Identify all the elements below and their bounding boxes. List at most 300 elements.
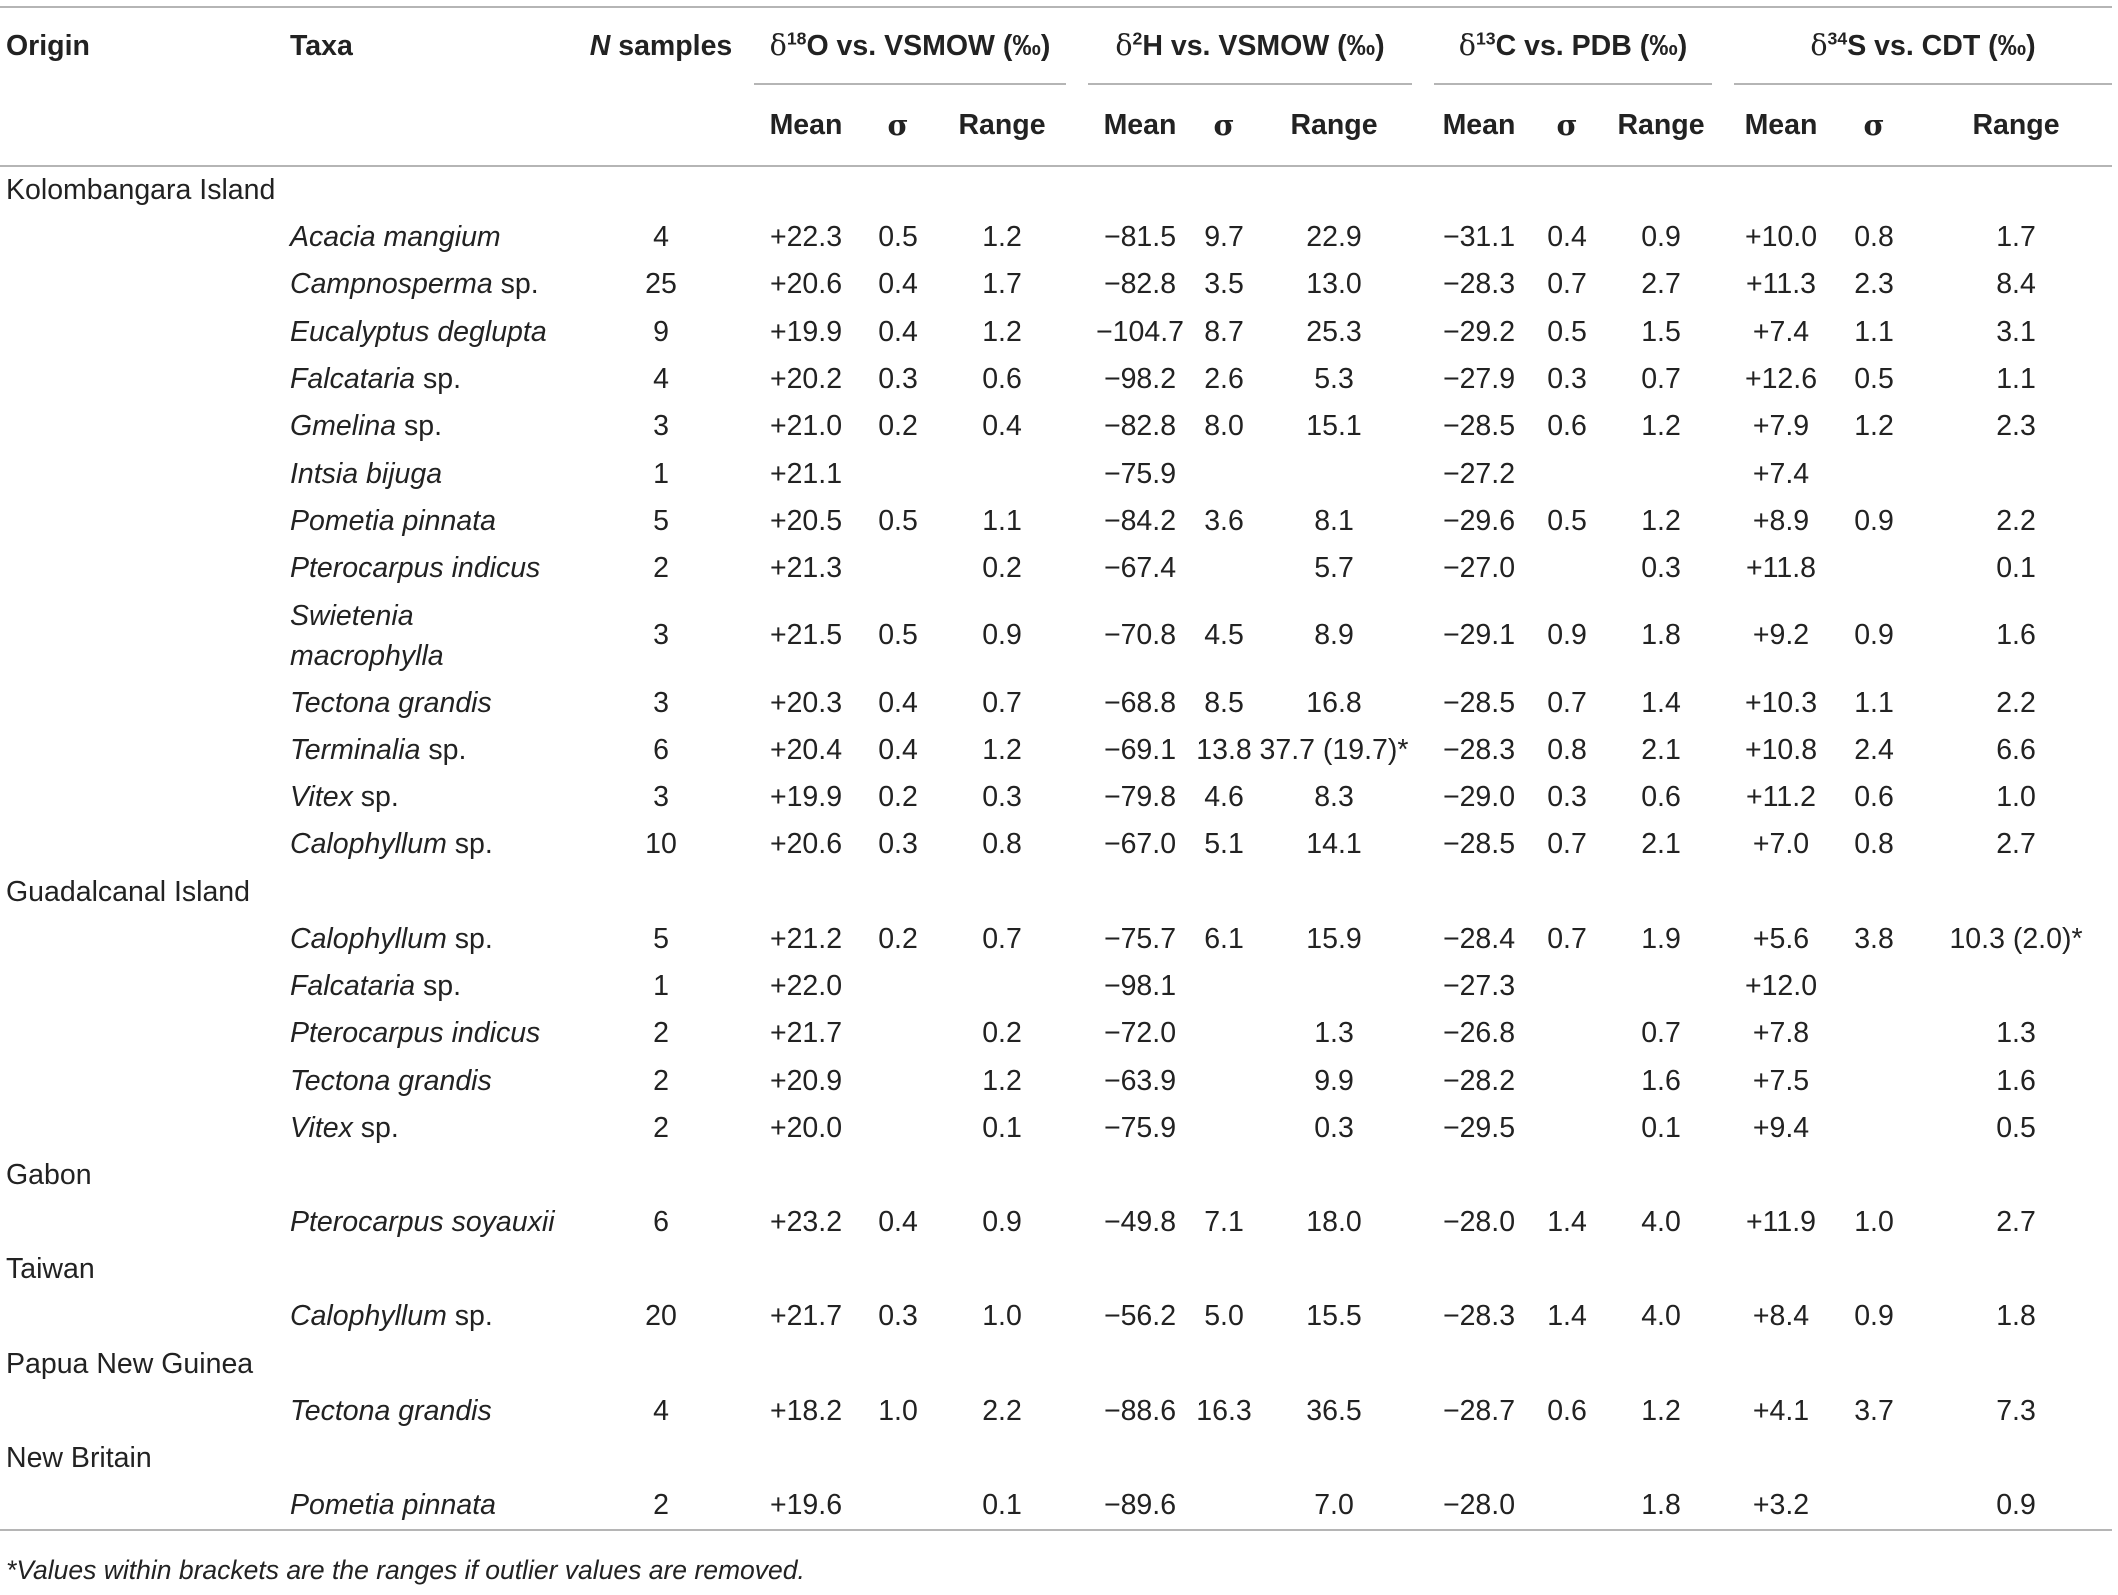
o-sigma-cell: 0.4 <box>878 733 918 766</box>
h-sigma-cell: 5.1 <box>1204 828 1244 861</box>
o-range-cell: 0.2 <box>982 552 1022 585</box>
h-sigma-cell: 3.5 <box>1204 268 1244 301</box>
o-range-cell: 1.2 <box>982 221 1022 254</box>
h-sigma-cell: 8.0 <box>1204 410 1244 443</box>
taxa-suffix: sp. <box>446 922 493 955</box>
s-sigma-cell <box>1828 545 1920 592</box>
h-range-cell: 14.1 <box>1306 828 1362 861</box>
h-mean-cell: −67.0 <box>1103 828 1177 861</box>
isotope-table <box>0 6 2112 1531</box>
taxa-name: Tectona grandis <box>290 1064 492 1097</box>
c-range-cell: 0.1 <box>1641 1111 1681 1144</box>
s-range-cell: 8.4 <box>1996 268 2036 301</box>
c-sigma-cell: 0.3 <box>1547 781 1587 814</box>
s-sigma-cell <box>1828 450 1920 497</box>
s-mean-cell: +9.2 <box>1752 619 1810 652</box>
c-mean-cell: −29.1 <box>1442 619 1516 652</box>
header-row-1 <box>0 8 2112 84</box>
s-range-cell: 0.1 <box>1996 552 2036 585</box>
c-mean-cell: −27.0 <box>1442 552 1516 585</box>
taxa-name-line2: macrophylla <box>290 639 444 672</box>
o-sigma-cell <box>858 1105 938 1152</box>
table-row <box>0 1293 2112 1340</box>
c-sigma-cell: 0.5 <box>1547 504 1587 537</box>
h-range-cell: 5.3 <box>1314 363 1354 396</box>
o-sigma-cell: 0.4 <box>878 1206 918 1239</box>
origin-label: Gabon <box>6 1159 92 1192</box>
c-sigma-cell: 0.6 <box>1547 1394 1587 1427</box>
n-samples-cell: 4 <box>653 221 669 254</box>
n-samples-cell: 4 <box>653 1394 669 1427</box>
o-sigma-cell: 0.2 <box>878 922 918 955</box>
taxa-cell <box>290 403 568 450</box>
s-range-cell: 10.3 (2.0)* <box>1949 922 2083 955</box>
c-sigma-cell: 0.4 <box>1547 221 1587 254</box>
o-sigma-cell: 0.5 <box>878 221 918 254</box>
n-samples-header: N samples <box>589 29 733 62</box>
o-sigma-cell: 1.0 <box>878 1394 918 1427</box>
o-mean-cell: +20.6 <box>769 828 843 861</box>
h-range-cell: 8.3 <box>1314 781 1354 814</box>
o-range-cell: 0.3 <box>982 781 1022 814</box>
taxa-cell <box>290 1010 568 1057</box>
c-mean-cell: −28.2 <box>1442 1064 1516 1097</box>
s-mean-header: Mean <box>1734 84 1828 166</box>
c-sigma-cell <box>1524 1105 1610 1152</box>
table-row <box>0 1010 2112 1057</box>
c-mean-cell: −29.6 <box>1442 504 1516 537</box>
s-mean-cell: +3.2 <box>1752 1489 1810 1522</box>
table-bottom-rule <box>0 1530 2112 1531</box>
h-mean-cell: −70.8 <box>1103 619 1177 652</box>
origin-row <box>0 1341 2112 1388</box>
c-range-cell: 1.8 <box>1641 1489 1681 1522</box>
o-sigma-cell <box>858 1057 938 1104</box>
c-mean-cell: −26.8 <box>1442 1017 1516 1050</box>
c-sigma-cell <box>1524 1010 1610 1057</box>
h-range-cell: 22.9 <box>1306 221 1362 254</box>
h-sigma-cell <box>1192 545 1256 592</box>
taxa-suffix: sp. <box>420 733 467 766</box>
h-mean-cell: −72.0 <box>1103 1017 1177 1050</box>
s-sigma-cell: 0.8 <box>1854 221 1894 254</box>
taxa-name: Acacia mangium <box>290 221 501 254</box>
n-samples-cell: 1 <box>653 970 669 1002</box>
c-mean-header: Mean <box>1434 84 1524 166</box>
h-sigma-cell: 6.1 <box>1204 922 1244 955</box>
o-mean-cell: +21.1 <box>769 457 843 490</box>
s-mean-cell: +7.9 <box>1752 410 1810 443</box>
origin-row <box>0 1435 2112 1482</box>
taxa-header: Taxa <box>290 29 353 62</box>
h-range-cell: 8.1 <box>1314 504 1354 537</box>
delta-o18-header: $\delta^{18}O$ vs. VSMOW (‰) <box>754 8 1066 84</box>
h-sigma-cell <box>1192 1482 1256 1530</box>
taxa-name: Calophyllum <box>290 1300 447 1333</box>
origin-row <box>0 166 2112 214</box>
taxa-cell <box>290 821 568 868</box>
s-range-cell: 2.2 <box>1996 504 2036 537</box>
o-range-cell: 1.0 <box>982 1300 1022 1333</box>
o-sigma-cell <box>858 1482 938 1530</box>
table-row <box>0 679 2112 726</box>
h-sigma-cell: 8.7 <box>1204 315 1244 348</box>
s-sigma-cell: 1.1 <box>1854 315 1894 348</box>
h-mean-cell: −68.8 <box>1103 686 1177 719</box>
taxa-name: Tectona grandis <box>290 1394 492 1427</box>
s-sigma-cell: 0.9 <box>1854 504 1894 537</box>
s-range-cell: 2.3 <box>1996 410 2036 443</box>
h-mean-header: Mean <box>1088 84 1192 166</box>
s-sigma-cell: 3.8 <box>1854 922 1894 955</box>
h-sigma-cell: 16.3 <box>1196 1394 1252 1427</box>
origin-label: Kolombangara Island <box>6 174 276 206</box>
n-samples-cell: 2 <box>653 1111 669 1144</box>
c-range-cell: 4.0 <box>1641 1300 1681 1333</box>
h-range-cell: 15.9 <box>1306 922 1362 955</box>
n-samples-cell: 1 <box>653 457 669 490</box>
c-sigma-cell: 1.4 <box>1547 1300 1587 1333</box>
o-mean-cell: +19.9 <box>769 781 843 814</box>
o-mean-cell: +20.6 <box>769 268 843 301</box>
c-range-cell: 1.2 <box>1641 410 1681 443</box>
c-range-cell: 0.6 <box>1641 781 1681 814</box>
o-sigma-cell <box>858 963 938 1010</box>
c-range-cell: 1.5 <box>1641 315 1681 348</box>
c-mean-cell: −31.1 <box>1442 221 1516 254</box>
s-sigma-cell <box>1828 1105 1920 1152</box>
taxa-name: Calophyllum <box>290 922 447 955</box>
s-mean-cell: +5.6 <box>1752 922 1810 955</box>
c-sigma-cell <box>1524 1482 1610 1530</box>
h-mean-cell: −69.1 <box>1103 733 1177 766</box>
s-mean-cell: +10.0 <box>1744 221 1818 254</box>
s-sigma-cell: 3.7 <box>1854 1394 1894 1427</box>
h-range-cell: 13.0 <box>1306 268 1362 301</box>
delta-s34-header: $\delta^{34}S$ vs. CDT (‰) <box>1734 8 2112 84</box>
o-sigma-cell: 0.5 <box>878 619 918 652</box>
table-row <box>0 450 2112 497</box>
o-sigma-header: σ <box>858 84 938 166</box>
taxa-suffix: sp. <box>352 1111 399 1144</box>
h-range-cell <box>1256 963 1412 1010</box>
taxa-cell <box>290 963 568 1010</box>
h-range-cell: 15.5 <box>1306 1300 1362 1333</box>
c-mean-cell: −29.0 <box>1442 781 1516 814</box>
c-range-cell: 0.7 <box>1641 1017 1681 1050</box>
h-sigma-cell <box>1192 1057 1256 1104</box>
taxa-cell <box>290 1057 568 1104</box>
o-mean-cell: +21.5 <box>769 619 843 652</box>
c-range-cell: 1.4 <box>1641 686 1681 719</box>
taxa-cell <box>290 1105 568 1152</box>
n-samples-cell: 25 <box>645 268 677 301</box>
o-range-cell: 2.2 <box>982 1394 1022 1427</box>
taxa-name: Campnosperma <box>290 268 493 301</box>
c-mean-cell: −28.3 <box>1442 733 1516 766</box>
h-mean-cell: −81.5 <box>1103 221 1177 254</box>
taxa-suffix: sp. <box>492 268 539 301</box>
s-range-cell: 1.7 <box>1996 221 2036 254</box>
origin-label: New Britain <box>6 1441 152 1474</box>
s-mean-cell: +11.3 <box>1746 268 1816 301</box>
o-range-cell: 0.4 <box>982 410 1022 443</box>
taxa-suffix: sp. <box>415 970 462 1002</box>
o-range-cell: 1.2 <box>982 733 1022 766</box>
o-sigma-cell: 0.3 <box>878 828 918 861</box>
taxa-cell <box>290 679 568 726</box>
s-mean-cell: +10.3 <box>1744 686 1818 719</box>
o-sigma-cell: 0.3 <box>878 363 918 396</box>
taxa-name: Intsia bijuga <box>290 457 443 490</box>
c-mean-cell: −28.3 <box>1442 1300 1516 1333</box>
h-mean-cell: −56.2 <box>1103 1300 1177 1333</box>
s-range-cell <box>1920 450 2112 497</box>
table-row <box>0 261 2112 308</box>
taxa-name: Pometia pinnata <box>290 504 496 537</box>
delta-c13-header: $\delta^{13}C$ vs. PDB (‰) <box>1434 8 1712 84</box>
c-sigma-cell: 0.6 <box>1547 410 1587 443</box>
n-samples-cell: 2 <box>653 1489 669 1522</box>
taxa-name: Pometia pinnata <box>290 1489 496 1522</box>
c-range-cell <box>1610 450 1712 497</box>
h-range-cell: 36.5 <box>1306 1394 1362 1427</box>
c-mean-cell: −29.2 <box>1442 315 1516 348</box>
c-sigma-cell: 0.8 <box>1547 733 1587 766</box>
h-mean-cell: −88.6 <box>1103 1394 1177 1427</box>
s-sigma-cell: 0.6 <box>1854 781 1894 814</box>
h-range-cell: 16.8 <box>1306 686 1362 719</box>
table-row <box>0 592 2112 679</box>
c-sigma-cell <box>1524 1057 1610 1104</box>
c-sigma-cell <box>1524 963 1610 1010</box>
n-samples-cell: 4 <box>653 363 669 396</box>
h-sigma-cell: 2.6 <box>1204 363 1244 396</box>
o-mean-cell: +20.0 <box>769 1111 843 1144</box>
s-sigma-cell: 1.1 <box>1854 686 1894 719</box>
c-range-cell: 2.1 <box>1641 733 1681 766</box>
s-sigma-cell <box>1828 1010 1920 1057</box>
c-sigma-cell: 0.3 <box>1547 363 1587 396</box>
s-mean-cell: +10.8 <box>1744 733 1818 766</box>
n-samples-cell: 5 <box>653 922 669 955</box>
s-sigma-cell <box>1828 1482 1920 1530</box>
c-range-cell: 4.0 <box>1641 1206 1681 1239</box>
footnote: *Values within brackets are the ranges if outlier values are removed. <box>6 1555 805 1585</box>
h-mean-cell: −79.8 <box>1103 781 1177 814</box>
c-mean-cell: −28.3 <box>1442 268 1516 301</box>
table-row <box>0 1482 2112 1530</box>
table-body <box>0 166 2112 1530</box>
h-range-cell: 5.7 <box>1314 552 1354 585</box>
o-mean-cell: +19.9 <box>769 315 843 348</box>
taxa-cell <box>290 1482 568 1530</box>
taxa-name: Pterocarpus indicus <box>290 552 541 585</box>
s-range-cell: 1.3 <box>1996 1017 2036 1050</box>
o-range-cell: 0.9 <box>982 1206 1022 1239</box>
h-range-header: Range <box>1256 84 1412 166</box>
s-mean-cell: +4.1 <box>1752 1394 1810 1427</box>
taxa-cell <box>290 1199 568 1246</box>
taxa-name: Swietenia <box>290 599 414 632</box>
origin-row <box>0 1152 2112 1199</box>
o-range-cell: 0.7 <box>982 922 1022 955</box>
o-sigma-cell <box>858 1010 938 1057</box>
c-range-cell: 1.9 <box>1641 922 1681 955</box>
o-mean-cell: +20.3 <box>769 686 843 719</box>
taxa-name: Eucalyptus deglupta <box>290 315 547 348</box>
h-range-cell: 1.3 <box>1314 1017 1354 1050</box>
c-sigma-cell: 0.7 <box>1547 922 1587 955</box>
table-row <box>0 1199 2112 1246</box>
table-row <box>0 774 2112 821</box>
o-range-cell: 0.1 <box>982 1489 1022 1522</box>
o-sigma-cell: 0.4 <box>878 686 918 719</box>
c-sigma-cell: 0.5 <box>1547 315 1587 348</box>
s-mean-cell: +11.2 <box>1746 781 1816 814</box>
n-samples-cell: 2 <box>653 1017 669 1050</box>
o-mean-cell: +19.6 <box>769 1489 843 1522</box>
c-mean-cell: −28.5 <box>1442 828 1516 861</box>
table-row <box>0 214 2112 261</box>
s-mean-cell: +7.5 <box>1752 1064 1810 1097</box>
n-samples-cell: 6 <box>653 733 669 766</box>
h-sigma-cell: 8.5 <box>1204 686 1244 719</box>
o-mean-cell: +20.5 <box>769 504 843 537</box>
o-mean-cell: +22.3 <box>769 221 843 254</box>
h-sigma-cell: 9.7 <box>1204 221 1244 254</box>
o-mean-cell: +20.9 <box>769 1064 843 1097</box>
c-range-cell: 1.6 <box>1641 1064 1681 1097</box>
c-mean-cell: −27.3 <box>1442 970 1516 1002</box>
c-mean-cell: −28.0 <box>1442 1489 1516 1522</box>
table-row <box>0 916 2112 963</box>
h-sigma-cell: 4.5 <box>1204 619 1244 652</box>
header-row-2 <box>0 84 2112 166</box>
table-row <box>0 821 2112 868</box>
s-mean-cell: +12.6 <box>1744 363 1818 396</box>
s-mean-cell: +11.9 <box>1746 1206 1816 1239</box>
o-sigma-cell: 0.2 <box>878 781 918 814</box>
h-sigma-cell: 7.1 <box>1204 1206 1244 1239</box>
s-mean-cell: +8.9 <box>1752 504 1810 537</box>
table-row <box>0 1105 2112 1152</box>
s-range-cell: 2.7 <box>1996 828 2036 861</box>
n-samples-cell: 20 <box>645 1300 677 1333</box>
o-range-cell: 0.8 <box>982 828 1022 861</box>
table-row <box>0 403 2112 450</box>
c-sigma-cell <box>1524 450 1610 497</box>
o-mean-cell: +21.7 <box>769 1300 843 1333</box>
taxa-suffix: sp. <box>446 1300 493 1333</box>
taxa-cell <box>290 214 568 261</box>
s-sigma-header: σ <box>1828 84 1920 166</box>
taxa-name: Falcataria <box>290 970 416 1002</box>
h-sigma-cell <box>1192 450 1256 497</box>
s-sigma-cell: 0.9 <box>1854 1300 1894 1333</box>
s-range-cell: 3.1 <box>1996 315 2036 348</box>
c-mean-cell: −28.7 <box>1442 1394 1516 1427</box>
h-sigma-cell: 3.6 <box>1204 504 1244 537</box>
h-mean-cell: −75.9 <box>1103 1111 1177 1144</box>
c-mean-cell: −28.5 <box>1442 686 1516 719</box>
s-mean-cell: +12.0 <box>1744 970 1818 1002</box>
h-mean-cell: −98.1 <box>1103 970 1177 1002</box>
taxa-cell <box>290 545 568 592</box>
h-mean-cell: −98.2 <box>1103 363 1177 396</box>
taxa-name: Tectona grandis <box>290 686 492 719</box>
origin-row <box>0 869 2112 916</box>
h-range-cell: 8.9 <box>1314 619 1354 652</box>
taxa-cell <box>290 261 568 308</box>
c-range-cell: 2.7 <box>1641 268 1681 301</box>
o-mean-header: Mean <box>754 84 858 166</box>
c-sigma-cell: 0.7 <box>1547 268 1587 301</box>
o-range-cell: 1.2 <box>982 1064 1022 1097</box>
o-sigma-cell: 0.2 <box>878 410 918 443</box>
taxa-suffix: sp. <box>352 781 399 814</box>
n-samples-cell: 6 <box>653 1206 669 1239</box>
o-mean-cell: +20.4 <box>769 733 843 766</box>
s-sigma-cell <box>1828 963 1920 1010</box>
c-range-cell: 0.9 <box>1641 221 1681 254</box>
taxa-cell <box>290 356 568 403</box>
origin-header: Origin <box>6 29 90 62</box>
o-sigma-cell: 0.5 <box>878 504 918 537</box>
origin-row <box>0 1246 2112 1293</box>
s-sigma-cell: 1.0 <box>1854 1206 1894 1239</box>
c-mean-cell: −27.9 <box>1442 363 1516 396</box>
taxa-name: Falcataria <box>290 363 416 396</box>
origin-label: Guadalcanal Island <box>6 875 251 908</box>
h-range-cell: 37.7 (19.7)* <box>1259 733 1409 766</box>
table-row <box>0 356 2112 403</box>
taxa-name: Vitex <box>290 781 353 814</box>
c-sigma-cell: 1.4 <box>1547 1206 1587 1239</box>
h-range-cell: 9.9 <box>1314 1064 1354 1097</box>
taxa-suffix: sp. <box>415 363 462 396</box>
o-mean-cell: +18.2 <box>769 1394 843 1427</box>
s-range-cell: 1.6 <box>1996 1064 2036 1097</box>
c-sigma-cell <box>1524 545 1610 592</box>
taxa-name: Vitex <box>290 1111 353 1144</box>
o-mean-cell: +21.2 <box>769 922 843 955</box>
taxa-name: Pterocarpus indicus <box>290 1017 541 1050</box>
s-sigma-cell: 0.8 <box>1854 828 1894 861</box>
h-mean-cell: −84.2 <box>1103 504 1177 537</box>
s-range-cell: 1.8 <box>1996 1300 2036 1333</box>
n-samples-cell: 9 <box>653 315 669 348</box>
c-sigma-cell: 0.7 <box>1547 828 1587 861</box>
taxa-name: Gmelina <box>290 410 397 443</box>
h-sigma-cell <box>1192 1105 1256 1152</box>
table-row <box>0 309 2112 356</box>
n-samples-cell: 3 <box>653 686 669 719</box>
c-sigma-header: σ <box>1524 84 1610 166</box>
s-range-cell: 2.2 <box>1996 686 2036 719</box>
origin-label: Taiwan <box>6 1253 95 1286</box>
h-mean-cell: −104.7 <box>1096 315 1184 348</box>
h-sigma-header: σ <box>1192 84 1256 166</box>
o-range-cell: 0.7 <box>982 686 1022 719</box>
h-sigma-cell: 5.0 <box>1204 1300 1244 1333</box>
o-range-cell: 0.9 <box>982 619 1022 652</box>
taxa-cell <box>290 450 568 497</box>
c-range-header: Range <box>1610 84 1712 166</box>
h-range-cell <box>1256 450 1412 497</box>
s-range-cell: 0.9 <box>1996 1489 2036 1522</box>
c-sigma-cell: 0.9 <box>1547 619 1587 652</box>
